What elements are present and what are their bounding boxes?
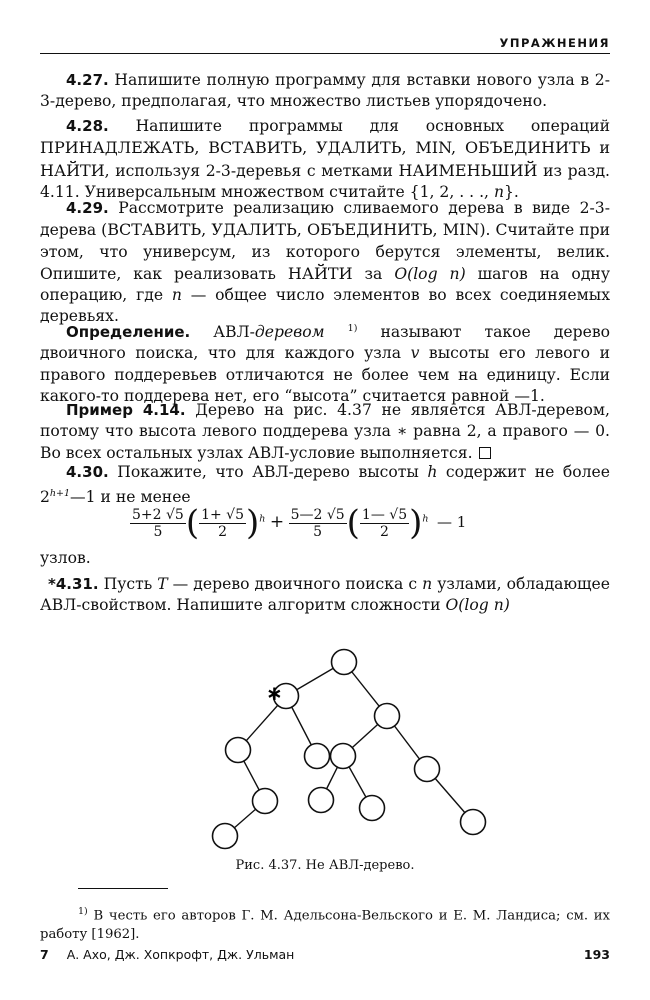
exercise-number: 4.28.	[66, 117, 109, 135]
fraction	[289, 507, 347, 540]
minus-one: — 1	[436, 513, 467, 531]
exercise-text: Рассмотрите реализацию сливаемого дерева в виде 2-3-дерева (	[40, 199, 610, 240]
exercise-text: узлов.	[40, 549, 91, 567]
exercise-text: — дерево двоичного поиска с	[167, 575, 423, 593]
left-paren: (	[185, 503, 200, 543]
math-variable: n	[422, 575, 433, 593]
footnote-rule	[78, 888, 168, 889]
definition-text: высоты его левого и правого поддеревьев отличаются не более чем на единицу. Если какого-то поддерева нет, его “высота” считается равной —1.	[40, 344, 610, 406]
exercise-text: содержит не более	[437, 463, 611, 481]
definition-avl	[40, 318, 610, 407]
math-variable: n	[493, 182, 504, 201]
tree-node	[305, 744, 330, 769]
tree-node	[415, 757, 440, 782]
exercise-number: *4.31.	[48, 575, 99, 593]
exponent: h	[259, 513, 266, 525]
exercise-text: и не менее	[95, 488, 191, 507]
tree-node	[331, 744, 356, 769]
fraction-denominator: 2	[380, 523, 389, 540]
page-number: 193	[583, 947, 610, 962]
exercise-text: шагов на одну операцию, где	[40, 264, 610, 305]
figure-caption: Рис. 4.37. Не АВЛ-дерево.	[235, 858, 415, 873]
exercise-4-30-continuation	[40, 548, 610, 569]
header-rule	[40, 53, 610, 54]
example-text: Дерево на рис. 4.37 не является АВЛ-деревом, потому что высота левого поддерева узла ∗ равна 2, а правого — 0. Во всех остальных узлах АВЛ-условие выполняется.	[40, 401, 610, 462]
complexity: O(log n)	[394, 264, 466, 283]
power-base: 2	[40, 488, 50, 507]
tree-node	[253, 789, 278, 814]
footnote	[40, 902, 610, 944]
tree-node	[226, 738, 251, 763]
tree-node	[360, 796, 385, 821]
exercise-text: Напишите полную программу для вставки нового узла в 2-3-дерево, предполагая, что множество листьев упорядочено.	[40, 71, 610, 111]
footnote-reference: 1)	[347, 323, 358, 334]
example-4-14	[40, 400, 610, 464]
definition-term: деревом	[254, 323, 325, 342]
footnote-mark: 1)	[78, 906, 88, 917]
exercise-4-27	[40, 70, 610, 113]
tree-node	[375, 704, 400, 729]
page-footer	[40, 947, 610, 962]
exercise-4-31	[40, 574, 610, 617]
exercise-text: Покажите, что АВЛ-дерево высоты	[117, 463, 428, 481]
exponent: h	[422, 513, 429, 525]
running-header	[40, 36, 610, 56]
exercise-text: Напишите программы для основных операций	[135, 117, 610, 135]
right-paren: )	[246, 503, 260, 543]
fraction	[199, 507, 246, 540]
fraction	[130, 507, 186, 540]
running-head-title: УПРАЖНЕНИЯ	[499, 36, 610, 50]
exercise-text: узлами, обладающее АВЛ-свойством. Напишите алгоритм сложности	[40, 575, 610, 615]
fraction-denominator: 5	[313, 523, 323, 540]
operation-find: НАЙТИ	[287, 263, 353, 283]
fraction-numerator: 5—2 √5	[290, 506, 345, 523]
fraction	[360, 507, 409, 540]
left-paren: (	[346, 503, 360, 543]
math-variable: v	[410, 344, 420, 363]
operation-names: ВСТАВИТЬ, УДАЛИТЬ, ОБЪЕДИНИТЬ, MIN	[107, 220, 480, 240]
label-name: НАИМЕНЬШИЙ	[398, 160, 538, 180]
right-paren: )	[409, 503, 423, 543]
fraction-numerator: 1— √5	[361, 506, 408, 523]
tree-node-root	[332, 650, 357, 675]
exercise-number: 4.30.	[66, 463, 109, 481]
fraction-denominator: 2	[218, 523, 228, 540]
plus-sign: +	[269, 512, 285, 532]
example-label: Пример 4.14.	[66, 401, 186, 419]
exercise-4-30	[40, 462, 610, 509]
exercise-text: — общее число элементов во всех соединяемых деревьях.	[40, 286, 610, 326]
fraction-numerator: 5+2 √5	[132, 506, 184, 523]
figure-tree	[190, 640, 510, 850]
exercise-number: 4.27.	[66, 71, 109, 89]
operation-names: ПРИНАДЛЕЖАТЬ, ВСТАВИТЬ, УДАЛИТЬ, MIN, ОБЪЕДИНИТЬ и НАЙТИ	[40, 138, 610, 180]
tree-node	[309, 788, 334, 813]
power-exponent: h+1	[49, 488, 71, 500]
fraction-numerator: 1+ √5	[201, 506, 245, 523]
tree-node	[461, 810, 486, 835]
definition-text: называют такое дерево двоичного поиска, что для каждого узла	[40, 323, 610, 363]
definition-avl-prefix: АВЛ-	[213, 323, 255, 342]
exercise-number: 4.29.	[66, 199, 109, 217]
footnote-text: В честь его авторов Г. М. Адельсона-Вельского и Е. М. Ландиса; см. их работу [1962].	[40, 908, 610, 943]
exercise-text: ). Считайте при этом, что универсум, из которого берутся элементы, велик. Опишите, как реализовать	[40, 221, 610, 283]
qed-square-icon	[479, 447, 491, 459]
complexity: O(log n)	[445, 596, 510, 615]
exercise-text: из разд. 4.11. Универсальным множеством считайте {1, 2, . . .,	[40, 161, 611, 201]
power-tail: —1	[70, 488, 96, 507]
math-variable: h	[427, 463, 438, 481]
star-marker: ∗	[266, 681, 283, 705]
signature-mark: 7	[40, 947, 49, 962]
exercise-text: , используя 2-3-деревья с метками	[104, 161, 399, 180]
exercise-text: Пусть	[98, 575, 158, 593]
definition-label: Определение.	[66, 323, 191, 342]
footer-authors: А. Ахо, Дж. Хопкрофт, Дж. Ульман	[66, 947, 295, 962]
fraction-denominator: 5	[153, 523, 163, 540]
tree-node	[213, 824, 238, 849]
math-variable: n	[171, 286, 182, 305]
exercise-text: за	[352, 264, 395, 283]
math-variable: T	[157, 575, 168, 593]
exercise-4-29	[40, 198, 610, 328]
exercise-text: }.	[504, 182, 519, 201]
exercise-4-28	[40, 116, 610, 203]
tree-nodes	[213, 650, 486, 849]
